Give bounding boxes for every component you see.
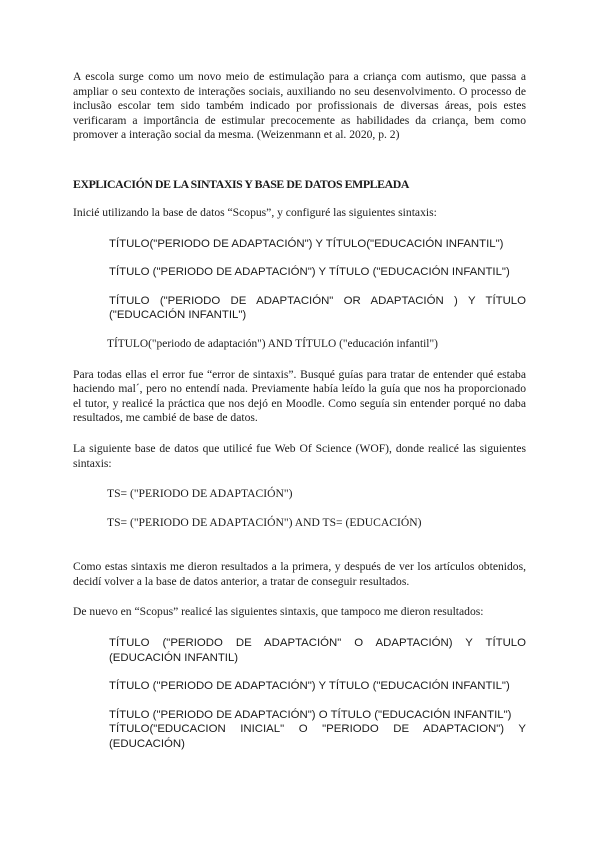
syntax-line-6: TÍTULO ("PERIODO DE ADAPTACIÓN") Y TÍTULO ("EDUCACIÓN INFANTIL") — [109, 680, 510, 693]
scopus-intro-paragraph: Inicié utilizando la base de datos “Scopus”, y configuré las siguientes sintaxis: — [73, 205, 437, 219]
syntax-line-8: TÍTULO("EDUCACION INICIAL" O "PERIODO DE ADAPTACION") Y (EDUCACIÓN) — [109, 723, 526, 751]
syntax-line-1: TÍTULO("PERIODO DE ADAPTACIÓN") Y TÍTULO("EDUCACIÓN INFANTIL") — [109, 237, 504, 250]
wof-paragraph: La siguiente base de datos que utilicé fue Web Of Science (WOF), donde realicé las siguientes sintaxis: — [73, 441, 526, 470]
syntax-line-4: TÍTULO("periodo de adaptación") AND TÍTULO ("educación infantil") — [107, 337, 438, 350]
scopus-again-paragraph: De nuevo en “Scopus” realicé las siguientes sintaxis, que tampoco me dieron resultados: — [73, 605, 484, 619]
ts-line-2: TS= ("PERIODO DE ADAPTACIÓN") AND TS= (EDUCACIÓN) — [107, 515, 422, 529]
intro-paragraph: A escola surge como um novo meio de estimulação para a criança com autismo, que passa a ampliar o seu contexto de interações sociais, auxiliando no seu desenvolvimento. O processo de inclusão escolar tem sido também indicado por profissionais de diversas áreas, pois estes verificaram a importância de estimular precocemente as habilidades da criança, bem como promover a interação social da mesma. (Weizenmann et al. 2020, p. 2) — [73, 70, 526, 142]
ts-line-1: TS= ("PERIODO DE ADAPTACIÓN") — [107, 487, 293, 501]
results-paragraph: Como estas sintaxis me dieron resultados a la primera, y después de ver los artículos obtenidos, decidí volver a la base de datos anterior, a tratar de conseguir resultados. — [73, 560, 526, 588]
syntax-line-2: TÍTULO ("PERIODO DE ADAPTACIÓN") Y TÍTULO ("EDUCACIÓN INFANTIL") — [109, 266, 510, 279]
syntax-line-5: TÍTULO ("PERIODO DE ADAPTACIÓN" O ADAPTACIÓN) Y TÍTULO (EDUCACIÓN INFANTIL) — [109, 637, 526, 664]
syntax-line-3: TÍTULO ("PERIODO DE ADAPTACIÓN" OR ADAPTACIÓN ) Y TÍTULO ("EDUCACIÓN INFANTIL") — [109, 294, 526, 322]
syntax-line-7: TÍTULO ("PERIODO DE ADAPTACIÓN") O TÍTULO ("EDUCACIÓN INFANTIL") — [109, 708, 512, 721]
section-heading: EXPLICACIÓN DE LA SINTAXIS Y BASE DE DATOS EMPLEADA — [73, 176, 409, 191]
error-paragraph: Para todas ellas el error fue “error de sintaxis”. Busqué guías para tratar de entender qué estaba haciendo mal´, pero no entendí nada. Previamente había leído la guía que nos ha proporcionado el tutor, y realicé la práctica que nos dejó en Moodle. Como seguía sin entender porqué no daba resultados, me cambié de base de datos. — [73, 367, 526, 425]
